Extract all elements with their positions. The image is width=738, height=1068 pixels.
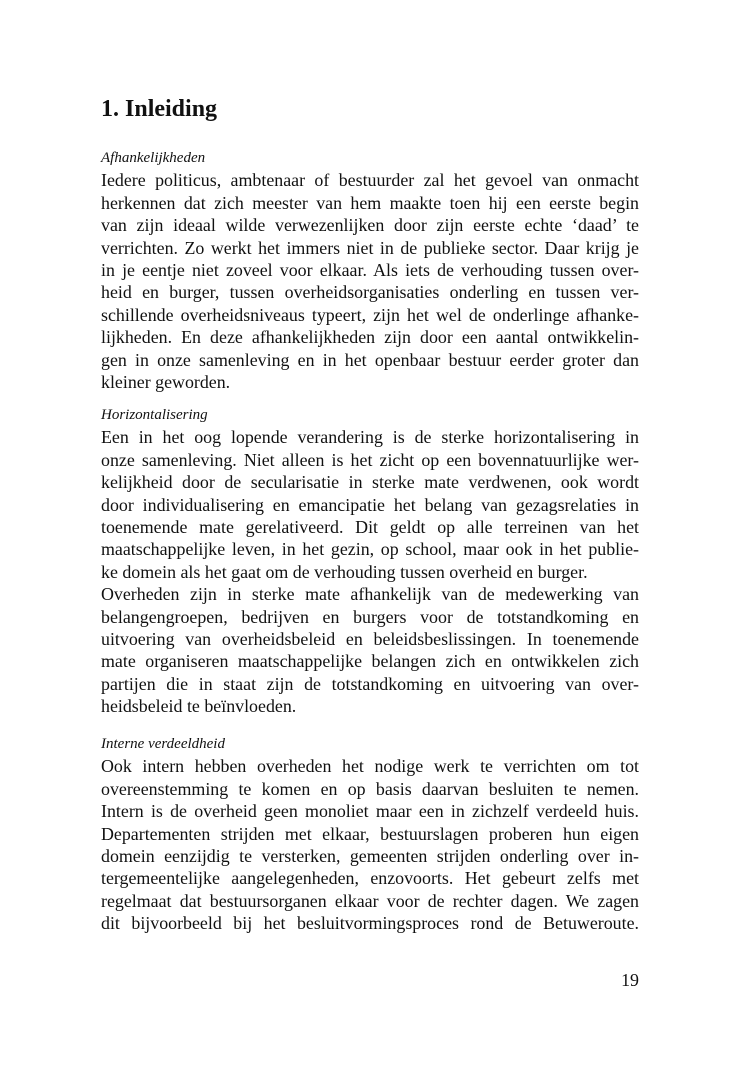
text-line: onze samenleving. Niet alleen is het zicht op een bovennatuurlijke wer- (101, 449, 639, 470)
chapter-title: 1. Inleiding (101, 96, 218, 122)
text-line: overeenstemming te komen en op basis daarvan besluiten te nemen. (101, 778, 639, 799)
text-line: dit bijvoorbeeld bij het besluitvormingsproces rond de Betuweroute. (101, 913, 639, 934)
text-line: Intern is de overheid geen monoliet maar een in zichzelf verdeeld huis. (101, 801, 639, 822)
text-line: schillende overheidsniveaus typeert, zijn het wel de onderlinge afhanke- (101, 304, 639, 325)
text-line: ke domein als het gaat om de verhouding tussen overheid en burger. (101, 561, 588, 582)
text-line: Overheden zijn in sterke mate afhankelijk van de medewerking van (101, 584, 639, 605)
text-line: Ook intern hebben overheden het nodige werk te verrichten om tot (101, 756, 639, 777)
text-line: kelijkheid door de secularisatie in sterke mate verdwenen, ook wordt (101, 472, 639, 493)
text-line: toenemende mate gerelativeerd. Dit geldt op alle terreinen van het (101, 516, 639, 537)
text-line: uitvoering van overheidsbeleid en beleidsbeslissingen. In toenemende (101, 628, 639, 649)
page-number: 19 (621, 970, 639, 990)
text-line: tergemeentelijke aangelegenheden, enzovoorts. Het gebeurt zelfs met (101, 868, 639, 889)
text-line: partijen die in staat zijn de totstandkoming en uitvoering van over- (101, 673, 639, 694)
text-line: heid en burger, tussen overheidsorganisaties onderling en tussen ver- (101, 282, 639, 303)
section-afhankelijkheden (101, 147, 639, 393)
text-line: herkennen dat zich meester van hem maakte toen hij een eerste begin (101, 192, 639, 213)
section-interne-verdeeldheid (101, 733, 639, 935)
text-line: maatschappelijke leven, in het gezin, op school, maar ook in het publie- (101, 539, 639, 560)
section-horizontalisering (101, 404, 639, 717)
text-line: kleiner geworden. (101, 371, 231, 392)
text-line: door individualisering en emancipatie het belang van gezagsrelaties in (101, 494, 639, 515)
text-line: lijkheden. En deze afhankelijkheden zijn door een aantal ontwikkelin- (101, 327, 639, 348)
section-heading: Afhankelijkheden (101, 150, 206, 166)
text-line: gen in onze samenleving en in het openbaar bestuur eerder groter dan (101, 349, 639, 370)
text-line: Iedere politicus, ambtenaar of bestuurder zal het gevoel van onmacht (101, 170, 639, 191)
text-line: domein eenzijdig te versterken, gemeenten strijden onderling over in- (101, 845, 639, 866)
section-heading: Interne verdeeldheid (101, 736, 225, 752)
text-line: Departementen strijden met elkaar, bestuurslagen proberen hun eigen (101, 823, 639, 844)
section-heading: Horizontalisering (101, 407, 208, 423)
text-line: regelmaat dat bestuursorganen elkaar voor de rechter dagen. We zagen (101, 890, 639, 911)
text-line: in je eentje niet zoveel voor elkaar. Als iets de verhouding tussen over- (101, 259, 639, 280)
text-line: Een in het oog lopende verandering is de sterke horizontalisering in (101, 427, 639, 448)
text-line: verrichten. Zo werkt het immers niet in de publieke sector. Daar krijg je (101, 237, 639, 258)
text-line: van zijn ideaal wilde verwezenlijken door zijn eerste echte ‘daad’ te (101, 215, 639, 236)
text-line: belangengroepen, bedrijven en burgers voor de totstandkoming en (101, 606, 639, 627)
text-line: mate organiseren maatschappelijke belangen zich en ontwikkelen zich (101, 651, 639, 672)
text-line: heidsbeleid te beïnvloeden. (101, 696, 297, 717)
